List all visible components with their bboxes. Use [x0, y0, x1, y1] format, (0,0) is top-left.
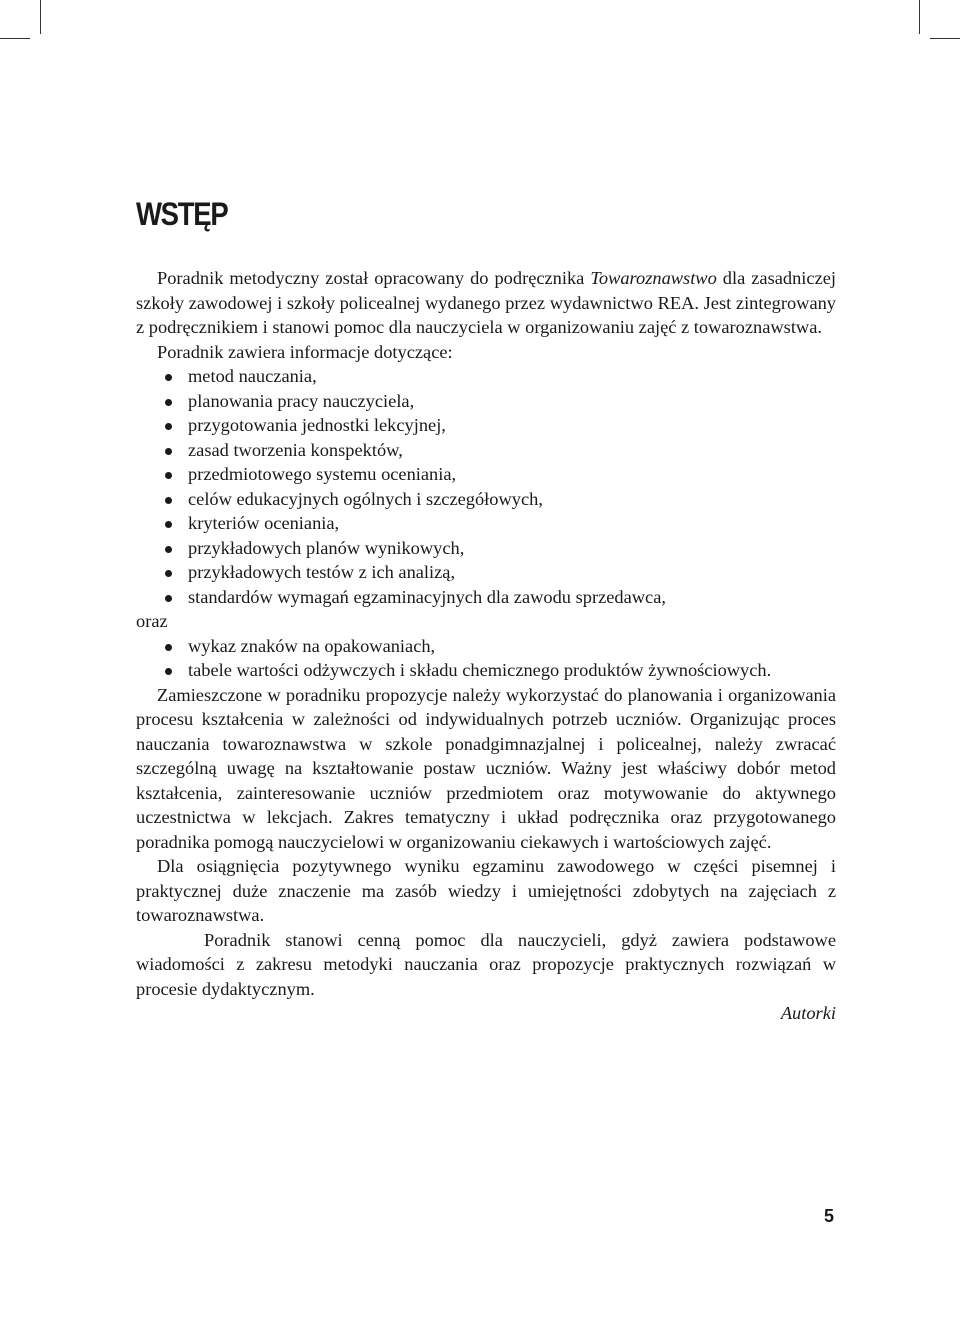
crop-mark-top-right-horizontal: [930, 38, 960, 39]
list-item: przedmiotowego systemu oceniania,: [188, 462, 836, 487]
page-number: 5: [823, 1206, 834, 1226]
intro-text-after: dla zasadniczej szkoły zawodowej i szkoły policealnej wydanego przez wydawnictwo REA. Jest zintegrowany z podręcznikiem i stanowi pomoc dla nauczyciela w organizowaniu zajęć z towaroznawstwa.: [136, 268, 837, 337]
primary-topic-list: [136, 364, 836, 609]
bullet-icon: [165, 448, 172, 455]
list-item: przygotowania jednostki lekcyjnej,: [188, 413, 836, 438]
conjunction-oraz: oraz: [136, 611, 168, 631]
list-item: wykaz znaków na opakowaniach,: [188, 634, 836, 659]
page-title: WSTĘP: [136, 196, 228, 232]
bullet-icon: [165, 644, 172, 651]
bullet-icon: [165, 423, 172, 430]
secondary-topic-list: [136, 634, 836, 683]
closing-paragraph: Poradnik stanowi cenną pomoc dla nauczycieli, gdyż zawiera podstawowe wiadomości z zakresu metodyki nauczania oraz propozycje praktycznych rozwiązań w procesie dydaktycznym.: [136, 929, 836, 999]
bullet-icon: [165, 668, 172, 675]
textbook-title: Towaroznawstwo: [590, 268, 717, 288]
list-item: zasad tworzenia konspektów,: [188, 438, 836, 463]
bullet-icon: [165, 570, 172, 577]
bullet-icon: [165, 472, 172, 479]
crop-mark-top-left-vertical: [40, 0, 41, 34]
bullet-icon: [165, 521, 172, 528]
bullet-icon: [165, 546, 172, 553]
document-body: [136, 266, 836, 1026]
list-item: kryteriów oceniania,: [188, 511, 836, 536]
contains-intro: Poradnik zawiera informacje dotyczące:: [157, 341, 453, 362]
intro-text-before: Poradnik metodyczny został opracowany do podręcznika: [157, 268, 591, 288]
bullet-icon: [165, 374, 172, 381]
list-item: przykładowych testów z ich analizą,: [188, 560, 836, 585]
crop-mark-top-right-vertical: [919, 0, 920, 34]
body-paragraph: Zamieszczone w poradniku propozycje należy wykorzystać do planowania i organizowania procesu kształcenia w zależności od indywidualnych potrzeb uczniów. Organizując proces nauczania towaroznawstwa w szkole ponadgimnazjalnej i policealnej, należy zwracać szczególną uwagę na kształtowanie postaw uczniów. Ważny jest właściwy dobór metod kształcenia, zainteresowanie uczniów przedmiotem oraz motywowanie do aktywnego uczestnictwa w lekcjach. Zakres tematyczny i układ podręcznika oraz przygotowanego poradnika pomogą nauczycielowi w organizowaniu ciekawych i wartościowych zajęć.: [136, 684, 836, 852]
list-item: metod nauczania,: [188, 364, 836, 389]
signature: Autorki: [780, 1003, 836, 1023]
crop-mark-top-left-horizontal: [0, 38, 30, 39]
bullet-icon: [165, 497, 172, 504]
intro-paragraph: [136, 266, 836, 340]
list-item: tabele wartości odżywczych i składu chemicznego produktów żywnościowych.: [188, 658, 836, 683]
list-item: przykładowych planów wynikowych,: [188, 536, 836, 561]
bullet-icon: [165, 595, 172, 602]
list-item: celów edukacyjnych ogólnych i szczegółowych,: [188, 487, 836, 512]
bullet-icon: [165, 399, 172, 406]
body-paragraph: Dla osiągnięcia pozytywnego wyniku egzaminu zawodowego w części pisemnej i praktycznej duże znaczenie ma zasób wiedzy i umiejętności zdobytych na zajęciach z towaroznawstwa.: [136, 856, 836, 925]
list-item: planowania pracy nauczyciela,: [188, 389, 836, 414]
list-item: standardów wymagań egzaminacyjnych dla zawodu sprzedawca,: [188, 585, 836, 610]
